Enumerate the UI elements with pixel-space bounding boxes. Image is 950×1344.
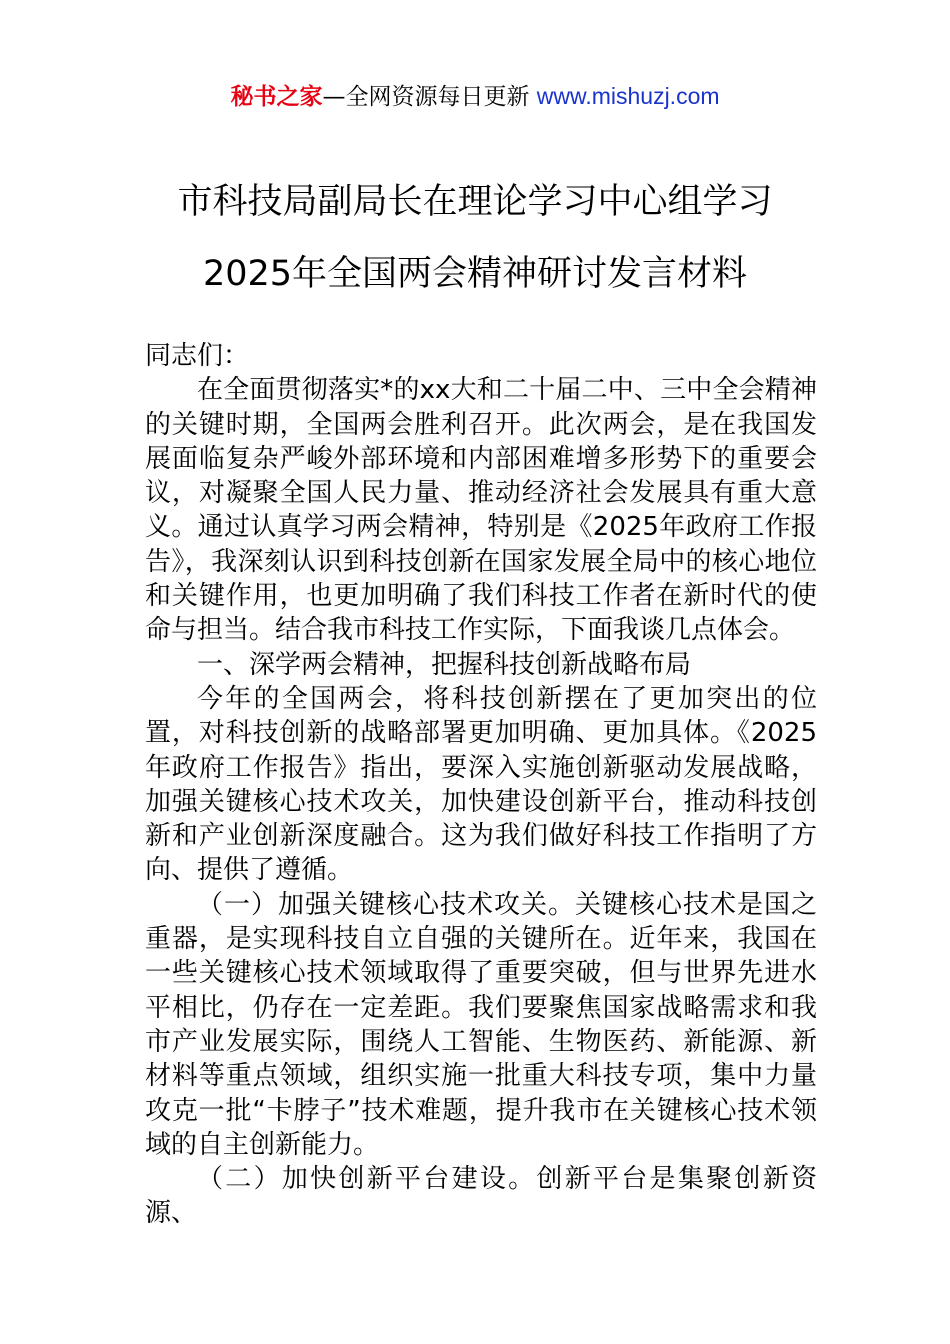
document-title (0, 176, 950, 300)
site-header (0, 80, 950, 113)
paragraph-section-1: 今年的全国两会，将科技创新摆在了更加突出的位置，对科技创新的战略部署更加明确、更加具体。《2025年政府工作报告》指出，要深入实施创新驱动发展战略，加强关键核心技术攻关，加快建设创新平台，推动科技创新和产业创新深度融合。这为我们做好科技工作指明了方向、提供了遵循。 (145, 683, 817, 886)
paragraph-subsection-2: （二）加快创新平台建设。创新平台是集聚创新资源、 (145, 1164, 817, 1229)
document-body (145, 339, 817, 1231)
site-tagline: —全网资源每日更新 (322, 84, 537, 110)
site-url[interactable]: www.mishuzj.com (536, 83, 720, 109)
paragraph-intro: 在全面贯彻落实*的xx大和二十届二中、三中全会精神的关键时期，全国两会胜利召开。此次两会，是在我国发展面临复杂严峻外部环境和内部困难增多形势下的重要会议，对凝聚全国人民力量、推动经济社会发展具有重大意义。通过认真学习两会精神，特别是《2025年政府工作报告》，我深刻认识到科技创新在国家发展全局中的核心地位和关键作用，也更加明确了我们科技工作者在新时代的使命与担当。结合我市科技工作实际，下面我谈几点体会。 (145, 375, 817, 646)
title-line-1: 市科技局副局长在理论学习中心组学习 (177, 182, 773, 222)
title-line-2: 2025年全国两会精神研讨发言材料 (202, 254, 748, 294)
site-brand: 秘书之家 (230, 84, 323, 110)
paragraph-subsection-1: （一）加强关键核心技术攻关。关键核心技术是国之重器，是实现科技自立自强的关键所在。近年来，我国在一些关键核心技术领域取得了重要突破，但与世界先进水平相比，仍存在一定差距。我们要聚焦国家战略需求和我市产业发展实际，围绕人工智能、生物医药、新能源、新材料等重点领域，组织实施一批重大科技专项，集中力量攻克一批“卡脖子”技术难题，提升我市在关键核心技术领域的自主创新能力。 (145, 889, 817, 1160)
section-heading-1: 一、深学两会精神，把握科技创新战略布局 (197, 649, 692, 680)
salutation: 同志们： (145, 341, 250, 371)
